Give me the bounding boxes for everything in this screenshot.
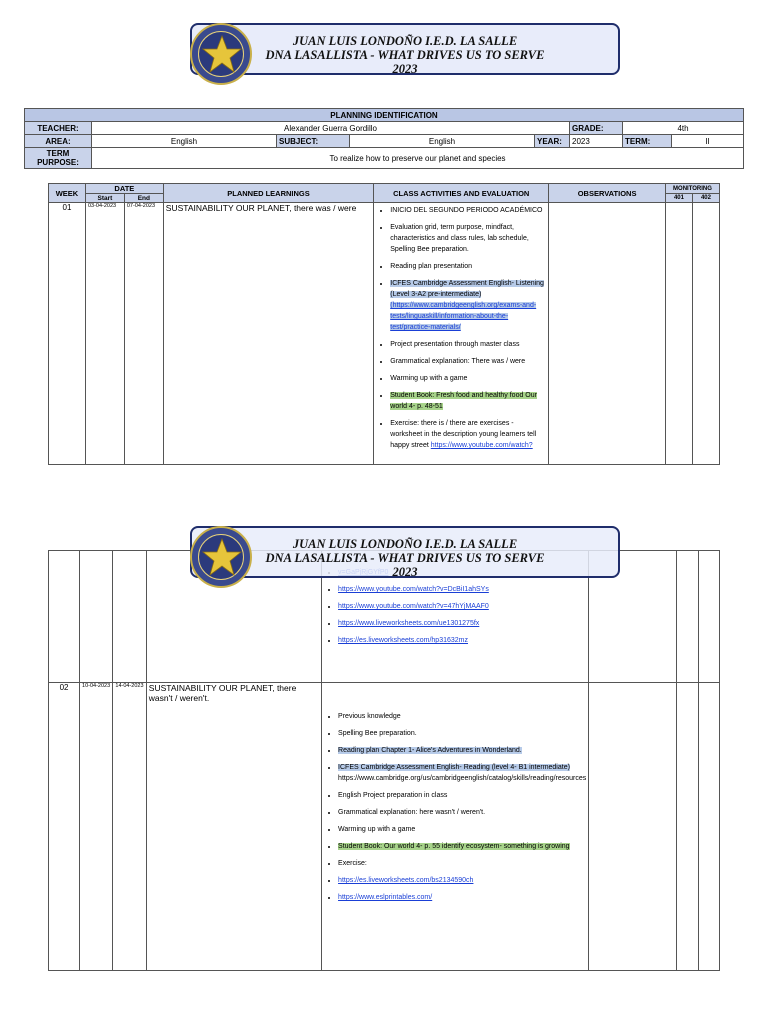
list-item: • Spelling Bee preparation. — [338, 728, 586, 739]
grade-label: GRADE: — [570, 122, 623, 135]
banner-year: 2023 — [392, 62, 418, 76]
list-item: • Grammatical explanation: here wasn't / weren't. — [338, 807, 586, 818]
list-item: • Student Book: Our world 4- p. 55 identify ecosystem- something is growing — [338, 841, 586, 852]
subject-label: SUBJECT: — [277, 135, 350, 148]
list-item — [338, 875, 586, 886]
start-date: 10-04-2023 — [80, 683, 113, 971]
list-item: • Evaluation grid, term purpose, mindfact, characteristics and class rules, lab schedule, Spelling Bee preparation. — [390, 222, 546, 255]
identification-title: PLANNING IDENTIFICATION — [25, 109, 744, 122]
group-401-header: 401 — [665, 194, 692, 203]
liveworksheets-link[interactable]: https://es.liveworksheets.com/bs2134590ch — [338, 877, 474, 884]
activities-list — [376, 205, 546, 451]
youtube-link[interactable]: https://www.youtube.com/watch?v=DcBiI1ahSYs — [338, 586, 489, 593]
activities-list — [324, 711, 586, 903]
list-item: • Exercise: there is / there are exercises - worksheet in the description young learners tell happy street https://www.youtube.com/watch? — [390, 418, 546, 451]
school-banner-page2 — [190, 526, 620, 578]
activities-header: CLASS ACTIVITIES AND EVALUATION — [374, 184, 549, 203]
school-name: JUAN LUIS LONDOÑO I.E.D. LA SALLE — [292, 537, 518, 551]
list-item: • Project presentation through master class — [390, 339, 546, 350]
area-label: AREA: — [25, 135, 92, 148]
teacher-label: TEACHER: — [25, 122, 92, 135]
term-label: TERM: — [623, 135, 672, 148]
monitoring-402-cell — [698, 683, 719, 971]
star-icon — [201, 33, 243, 75]
planned-learning: SUSTAINABILITY OUR PLANET, there wasn't / weren't. — [146, 683, 321, 971]
subject-value: English — [350, 135, 535, 148]
star-icon — [201, 536, 243, 578]
list-item: • Grammatical explanation: There was / were — [390, 356, 546, 367]
school-motto: DNA LASALLISTA - WHAT DRIVES US TO SERVE — [265, 48, 545, 62]
activities-cell — [374, 203, 549, 465]
observations-header: OBSERVATIONS — [549, 184, 666, 203]
list-item — [338, 635, 586, 646]
end-header: End — [124, 194, 163, 203]
cambridge-link[interactable]: (https://www.cambridgeenglish.org/exams-and-tests/linguaskill/information-about-the-test/practice-materials/ — [390, 302, 537, 331]
list-item — [338, 601, 586, 612]
monitoring-header: MONITORING — [665, 184, 719, 194]
planned-learning: SUSTAINABILITY OUR PLANET, there was / were — [163, 203, 373, 465]
list-item: • ICFES Cambridge Assessment English- Listening (Level 3-A2 pre-intermediate) (https://www.cambridgeenglish.org/exams-and-tests/linguaskill/information-about-the-test/practice-materials/ — [390, 278, 546, 333]
school-seal-logo — [190, 526, 252, 588]
date-header: DATE — [85, 184, 163, 194]
learnings-header: PLANNED LEARNINGS — [163, 184, 373, 203]
school-banner — [190, 23, 620, 75]
banner-year: 2023 — [392, 565, 418, 579]
list-item — [338, 892, 586, 903]
list-item: • Reading plan presentation — [390, 261, 546, 272]
list-item — [338, 584, 586, 595]
monitoring-401-cell — [665, 203, 692, 465]
observations-cell — [549, 203, 666, 465]
purpose-value: To realize how to preserve our planet and species — [92, 148, 744, 169]
list-item: • English Project preparation in class — [338, 790, 586, 801]
youtube-link[interactable]: https://www.youtube.com/watch?v=47hYjMAAF0 — [338, 603, 489, 610]
activities-cell — [322, 683, 589, 971]
school-motto: DNA LASALLISTA - WHAT DRIVES US TO SERVE — [265, 551, 545, 565]
list-item: • Exercise: — [338, 858, 586, 869]
week-number: 02 — [49, 683, 80, 971]
list-item: • Warming up with a game — [338, 824, 586, 835]
list-item: • ICFES Cambridge Assessment English- Reading (level 4- B1 intermediate) https://www.cambridge.org/us/cambridgeenglish/catalog/skills/reading/resources — [338, 762, 586, 784]
eslprintables-link[interactable]: https://www.eslprintables.com/ — [338, 894, 433, 901]
purpose-label: TERM PURPOSE: — [25, 148, 92, 169]
week-header: WEEK — [49, 184, 86, 203]
year-value: 2023 — [570, 135, 623, 148]
planning-identification-table — [24, 108, 744, 169]
list-item: • INICIO DEL SEGUNDO PERIODO ACADÉMICO — [390, 205, 546, 216]
list-item: • Previous knowledge — [338, 711, 586, 722]
list-item — [338, 618, 586, 629]
start-date: 03-04-2023 — [85, 203, 124, 465]
liveworksheets-link[interactable]: https://es.liveworksheets.com/hp31632mz — [338, 637, 468, 644]
list-item: • Reading plan Chapter 1- Alice's Adventures in Wonderland. — [338, 745, 586, 756]
area-value: English — [92, 135, 277, 148]
observations-cell — [589, 683, 677, 971]
teacher-value: Alexander Guerra Gordillo — [92, 122, 570, 135]
group-402-header: 402 — [692, 194, 719, 203]
year-label: YEAR: — [535, 135, 570, 148]
end-date: 14-04-2023 — [113, 683, 146, 971]
end-date: 07-04-2023 — [124, 203, 163, 465]
youtube-link[interactable]: https://www.youtube.com/watch? — [430, 442, 533, 449]
school-name: JUAN LUIS LONDOÑO I.E.D. LA SALLE — [292, 34, 518, 48]
week-number: 01 — [49, 203, 86, 465]
start-header: Start — [85, 194, 124, 203]
list-item: • Student Book: Fresh food and healthy food Our world 4- p. 48-51 — [390, 390, 546, 412]
list-item: • Warming up with a game — [390, 373, 546, 384]
monitoring-402-cell — [692, 203, 719, 465]
term-value: II — [672, 135, 744, 148]
school-seal-logo — [190, 23, 252, 85]
monitoring-401-cell — [677, 683, 698, 971]
planning-table-page1 — [48, 183, 720, 465]
grade-value: 4th — [623, 122, 744, 135]
planning-table-page2 — [48, 550, 720, 971]
liveworksheets-link[interactable]: https://www.liveworksheets.com/ue1301275fx — [338, 620, 480, 627]
